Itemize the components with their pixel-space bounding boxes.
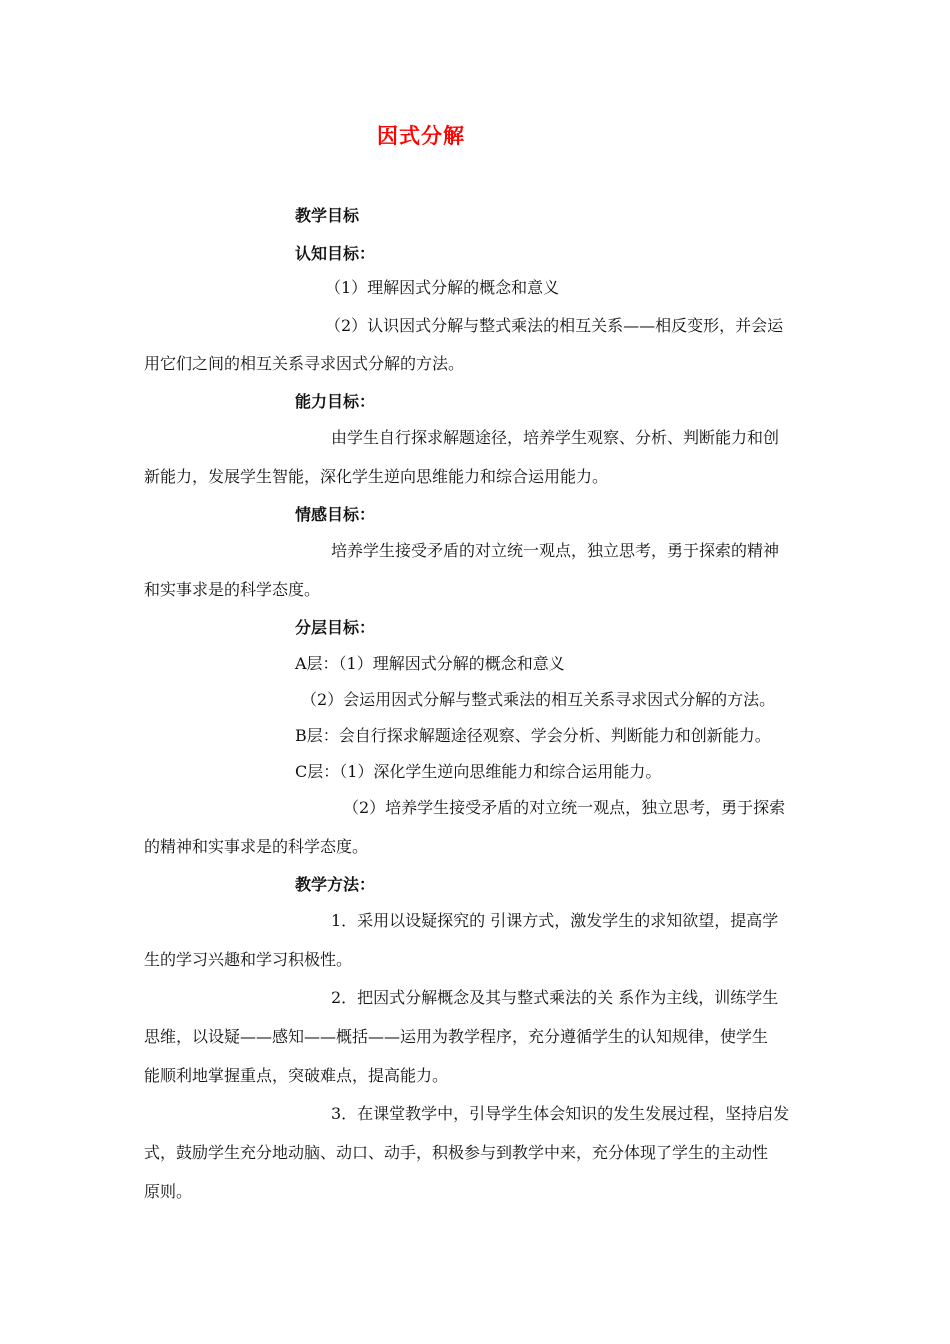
method-2: 2．把因式分解概念及其与整式乘法的关 系作为主线，训练学生 bbox=[331, 988, 779, 1007]
cognitive-item-1: （1）理解因式分解的概念和意义 bbox=[325, 278, 560, 297]
layer-c-item-2-continued: 的精神和实事求是的科学态度。 bbox=[144, 837, 369, 856]
emotional-text: 培养学生接受矛盾的对立统一观点，独立思考，勇于探索的精神 bbox=[331, 541, 780, 560]
ability-text-continued: 新能力，发展学生智能，深化学生逆向思维能力和综合运用能力。 bbox=[144, 467, 609, 486]
heading-cognitive-goals: 认知目标： bbox=[295, 244, 376, 263]
layer-c-item-1: C层：（1）深化学生逆向思维能力和综合运用能力。 bbox=[295, 762, 662, 781]
method-1-continued: 生的学习兴趣和学习积极性。 bbox=[144, 950, 353, 969]
heading-teaching-goals: 教学目标 bbox=[295, 206, 360, 225]
cognitive-item-2: （2）认识因式分解与整式乘法的相互关系——相反变形，并会运 bbox=[325, 316, 784, 335]
layer-a-item-2: （2）会运用因式分解与整式乘法的相互关系寻求因式分解的方法。 bbox=[301, 690, 776, 709]
document-title: 因式分解 bbox=[377, 123, 465, 148]
method-2-continued: 思维，以设疑——感知——概括——运用为教学程序，充分遵循学生的认知规律，使学生 bbox=[144, 1027, 769, 1046]
emotional-text-continued: 和实事求是的科学态度。 bbox=[144, 580, 321, 599]
method-1: 1．采用以设疑探究的 引课方式，激发学生的求知欲望，提高学 bbox=[331, 911, 779, 930]
heading-emotional-goals: 情感目标： bbox=[295, 505, 376, 524]
layer-a-item-1: A层：（1）理解因式分解的概念和意义 bbox=[295, 654, 565, 673]
method-3: 3．在课堂教学中，引导学生体会知识的发生发展过程，坚持启发 bbox=[331, 1104, 790, 1123]
layer-b: B层：会自行探求解题途径观察、学会分析、判断能力和创新能力。 bbox=[295, 726, 771, 745]
method-2-continued-2: 能顺利地掌握重点，突破难点，提高能力。 bbox=[144, 1066, 449, 1085]
heading-teaching-methods: 教学方法： bbox=[295, 875, 376, 894]
cognitive-item-2-continued: 用它们之间的相互关系寻求因式分解的方法。 bbox=[144, 354, 465, 373]
method-3-continued: 式，鼓励学生充分地动脑、动口、动手，积极参与到教学中来，充分体现了学生的主动性 bbox=[144, 1143, 769, 1162]
heading-layered-goals: 分层目标： bbox=[295, 618, 376, 637]
ability-text: 由学生自行探求解题途径，培养学生观察、分析、判断能力和创 bbox=[331, 428, 780, 447]
method-3-continued-2: 原则。 bbox=[144, 1182, 193, 1201]
layer-c-item-2: （2）培养学生接受矛盾的对立统一观点，独立思考，勇于探索 bbox=[343, 798, 786, 817]
heading-ability-goals: 能力目标： bbox=[295, 392, 376, 411]
